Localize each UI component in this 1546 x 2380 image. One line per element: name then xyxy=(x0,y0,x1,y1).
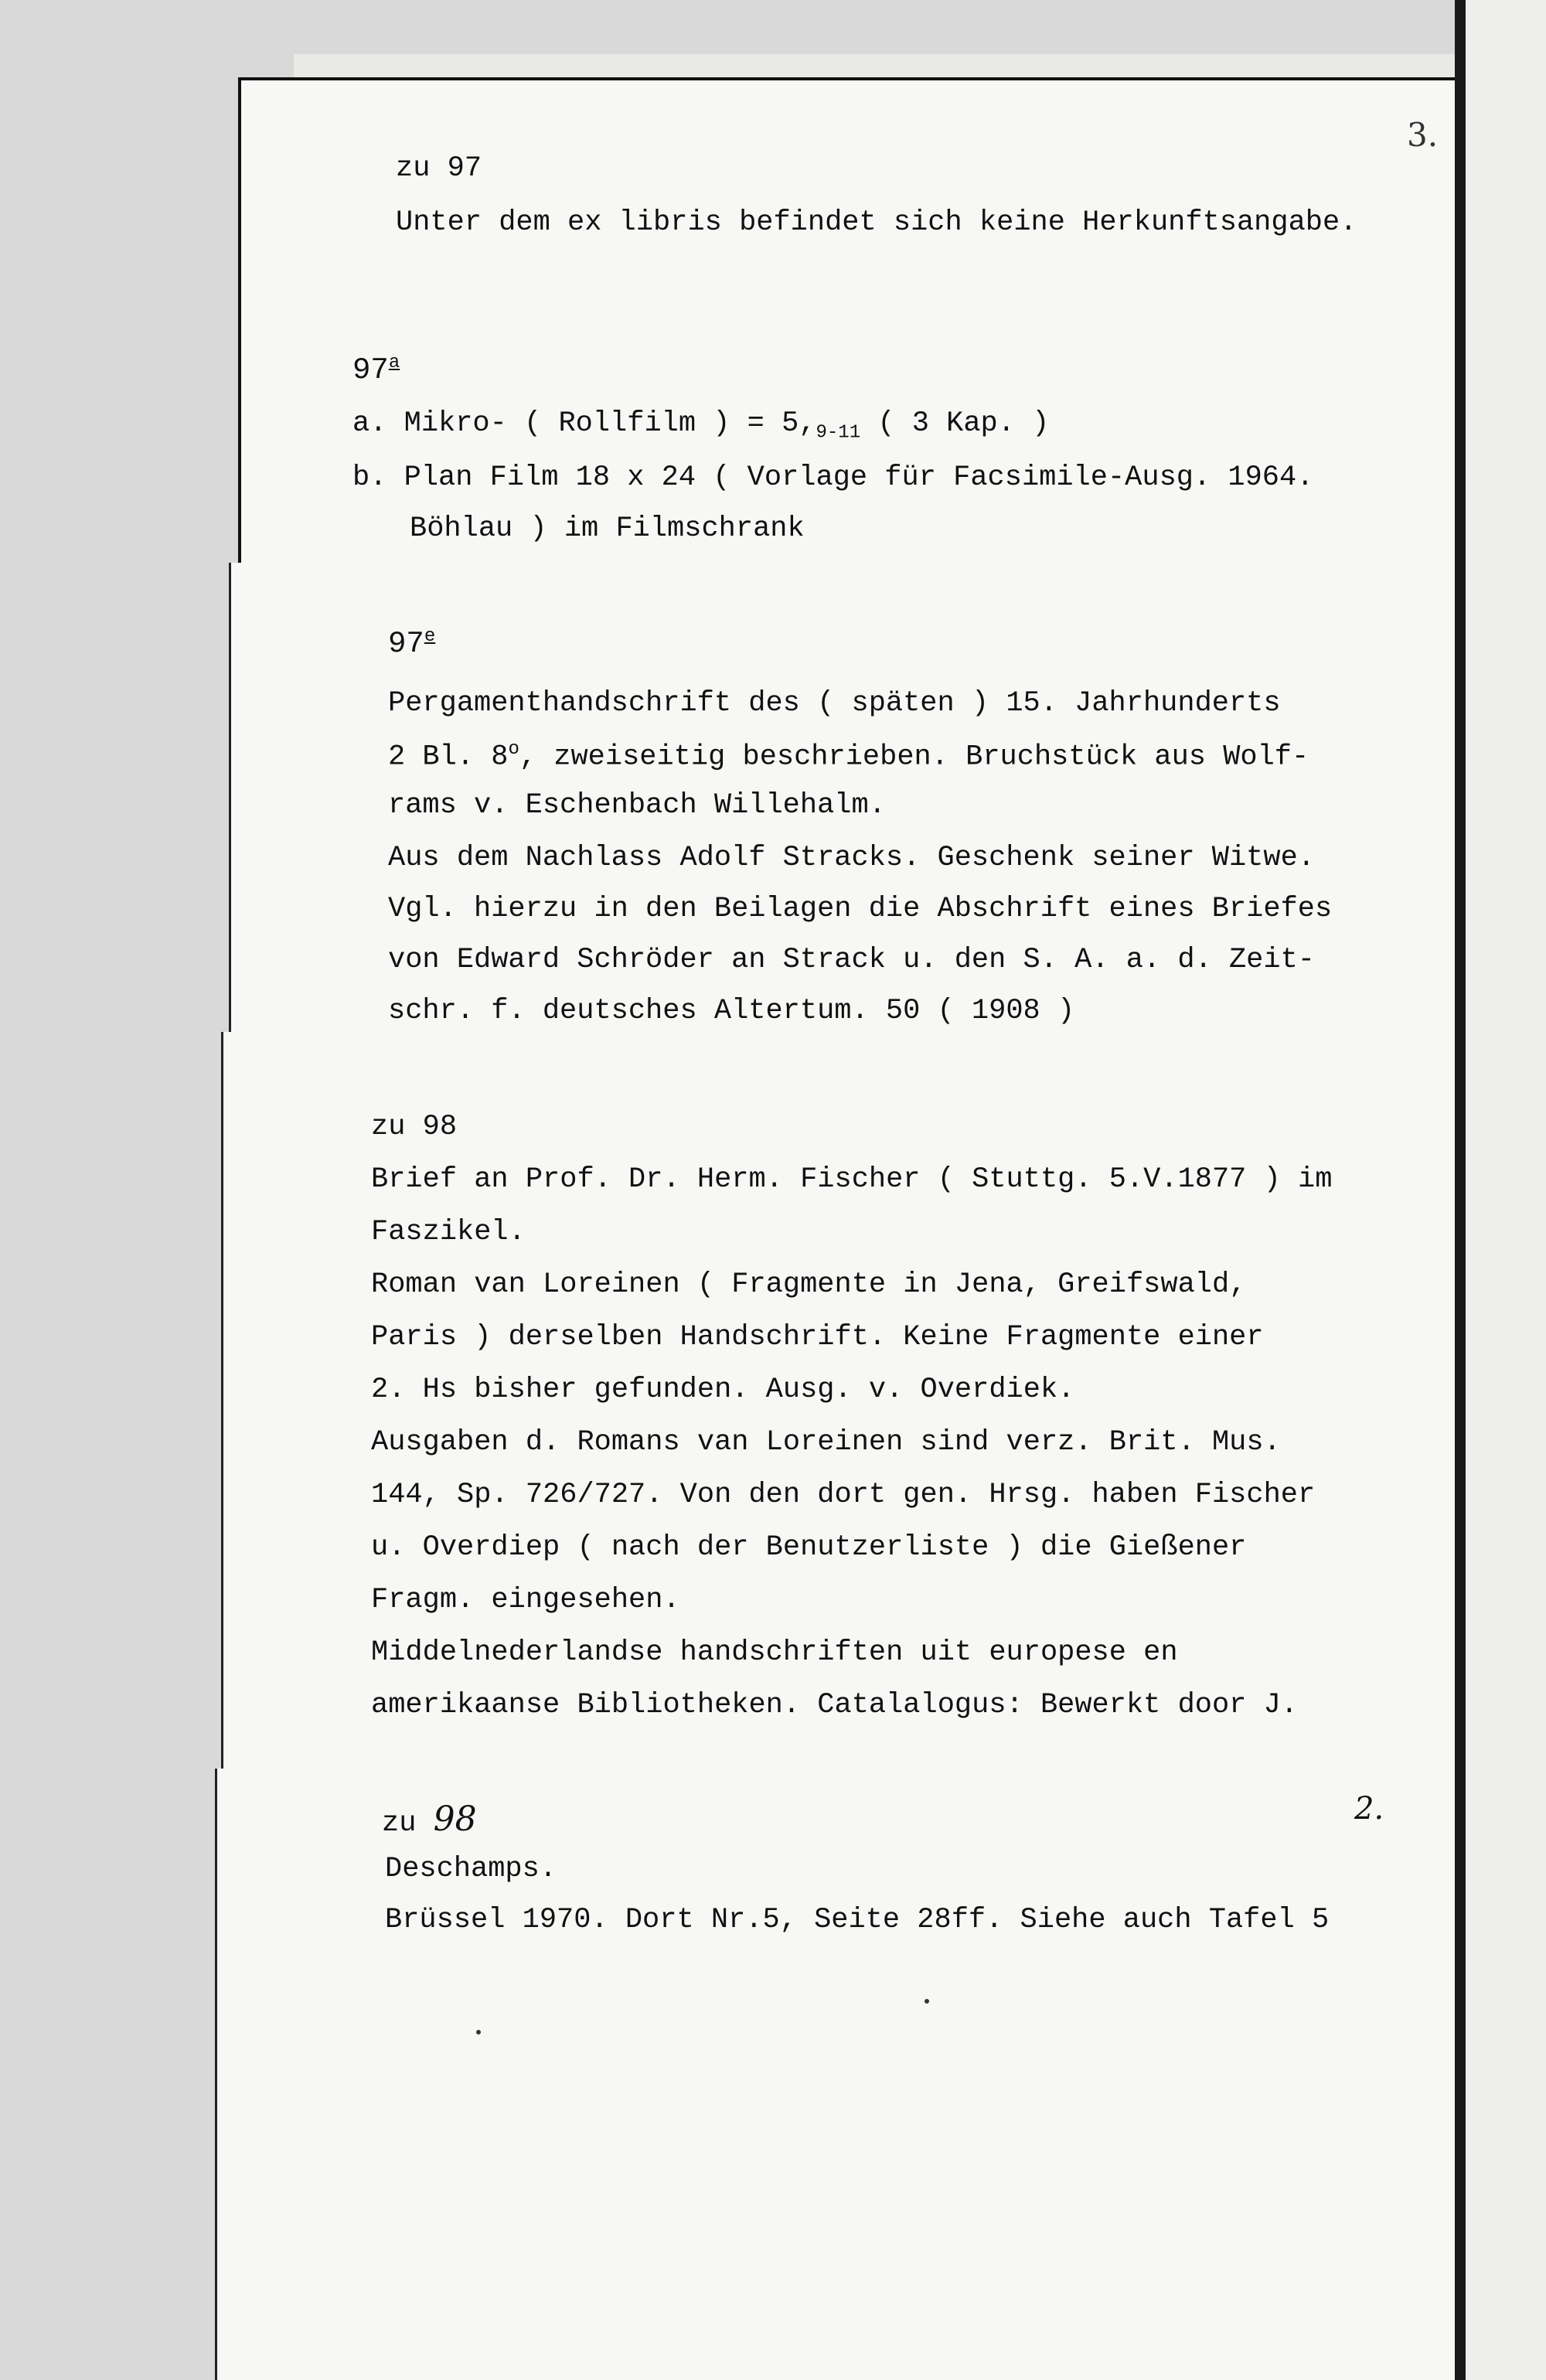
page-edge-shadow xyxy=(1455,0,1466,2380)
line-97e-5: Vgl. hierzu in den Beilagen die Abschrift eines Briefes xyxy=(388,893,1333,925)
line-zu-98: Roman van Loreinen ( Fragmente in Jena, Greifswald, xyxy=(371,1268,1247,1301)
line-zu-98: 2. Hs bisher gefunden. Ausg. v. Overdiek. xyxy=(371,1374,1075,1406)
line-zu-98: Faszikel. xyxy=(371,1216,526,1248)
line-97e-7: schr. f. deutsches Altertum. 50 ( 1908 ) xyxy=(388,995,1075,1027)
line-97e-6: von Edward Schröder an Strack u. den S. A. a. d. Zeit- xyxy=(388,944,1315,976)
line-97a-3: Böhlau ) im Filmschrank xyxy=(410,512,805,545)
heading-97a: 97$^a$ xyxy=(352,352,400,387)
heading-zu-97: zu 97 xyxy=(396,152,482,185)
line-zu-98-continued: Deschamps. xyxy=(385,1853,557,1885)
line-zu-98: u. Overdiep ( nach der Benutzerliste ) die Gießener xyxy=(371,1531,1247,1564)
speck xyxy=(476,2030,481,2034)
line-zu-98: Ausgaben d. Romans van Loreinen sind verz. Brit. Mus. xyxy=(371,1426,1281,1459)
handwritten-mark: 2. xyxy=(1354,1791,1384,1827)
heading-97e: 97e xyxy=(388,626,436,661)
line-97a-2: b. Plan Film 18 x 24 ( Vorlage für Facsimile-Ausg. 1964. xyxy=(352,461,1314,494)
line-zu-98: Paris ) derselben Handschrift. Keine Fragmente einer xyxy=(371,1321,1264,1353)
line-zu-98: amerikaanse Bibliotheken. Catalalogus: Bewerkt door J. xyxy=(371,1689,1298,1721)
heading-zu-98-continued: zu 98 xyxy=(382,1799,477,1840)
line-zu-98: Fragm. eingesehen. xyxy=(371,1584,680,1616)
line-zu-98: Brief an Prof. Dr. Herm. Fischer ( Stuttg. 5.V.1877 ) im xyxy=(371,1163,1333,1196)
line-97e-2: 2 Bl. 8$^o$, zweiseitig beschrieben. Bruchstück aus Wolf- xyxy=(388,739,1309,774)
speck xyxy=(925,1999,929,2004)
line-97e-4: Aus dem Nachlass Adolf Stracks. Geschenk seiner Witwe. xyxy=(388,842,1315,874)
text-zu-97: Unter dem ex libris befindet sich keine Herkunftsangabe. xyxy=(396,206,1357,239)
page-edge-margin xyxy=(1466,0,1546,2380)
page-number: 3. xyxy=(1407,116,1439,154)
line-97e-3: rams v. Eschenbach Willehalm. xyxy=(388,789,886,822)
line-zu-98: 144, Sp. 726/727. Von den dort gen. Hrsg. haben Fischer xyxy=(371,1479,1316,1511)
line-zu-98-continued: Brüssel 1970. Dort Nr.5, Seite 28ff. Siehe auch Tafel 5 xyxy=(385,1904,1330,1936)
line-97e-1: Pergamenthandschrift des ( späten ) 15. Jahrhunderts xyxy=(388,687,1281,720)
heading-zu-98: zu 98 xyxy=(371,1111,458,1143)
line-97a-1: a. Mikro- ( Rollfilm ) = $5,_{9-11}$ ( 3 Kap. ) xyxy=(352,407,1050,444)
line-zu-98: Middelnederlandse handschriften uit europese en xyxy=(371,1636,1178,1669)
